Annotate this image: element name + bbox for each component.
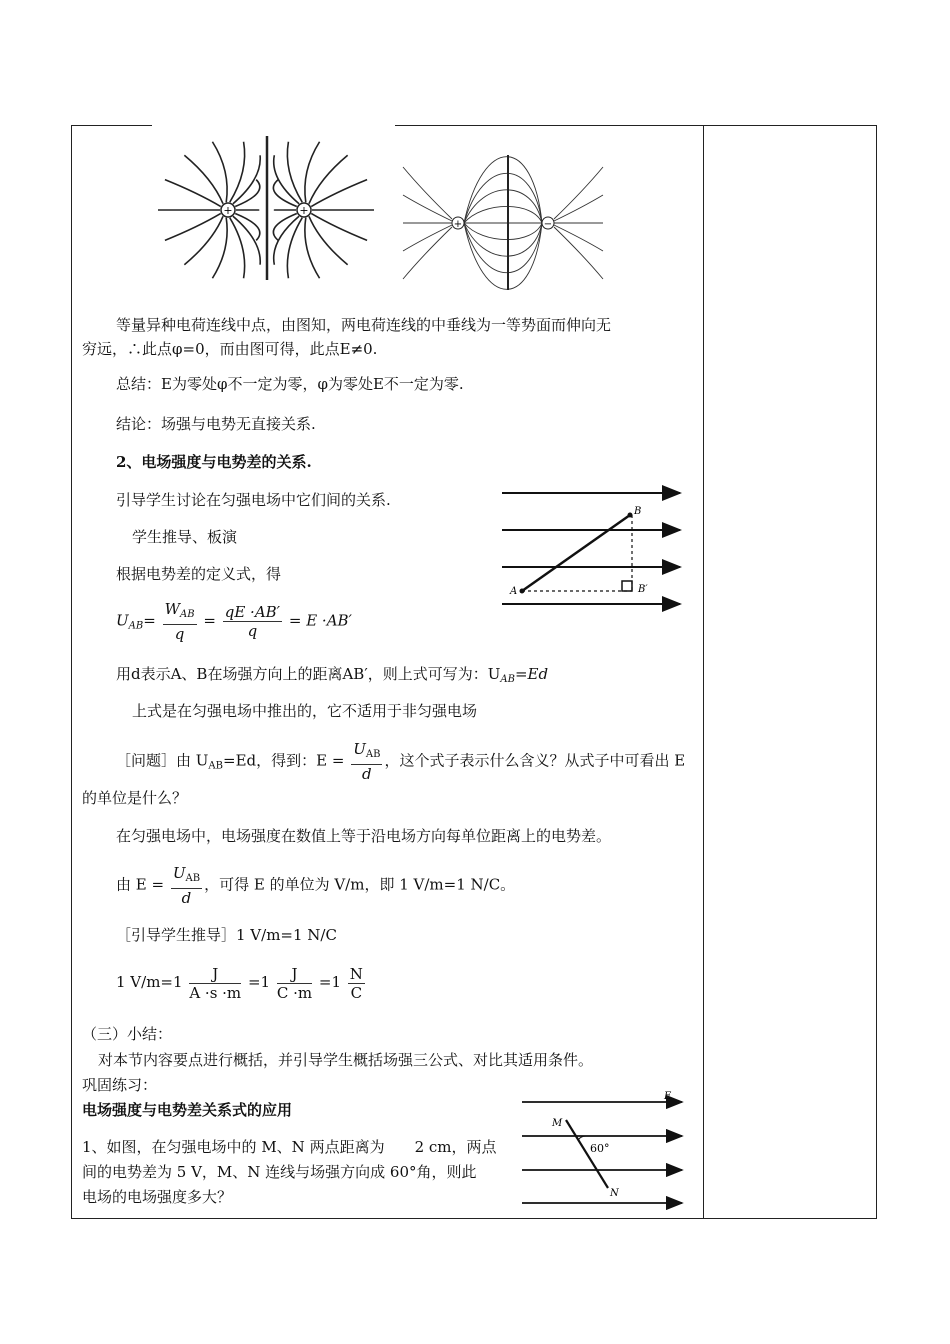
charge-label: + bbox=[453, 219, 463, 230]
point-label: B′ bbox=[638, 584, 648, 595]
paragraph: 根据电势差的定义式，得 bbox=[116, 565, 282, 583]
summary-text: 对本节内容要点进行概括，并引导学生概括场强三公式、对比其适用条件。 bbox=[98, 1051, 594, 1069]
paragraph: 穷远，∴此点φ=0，而由图可得，此点E≠0. bbox=[82, 340, 378, 358]
question-paragraph: ［问题］由 $U_{AB}=Ed$，得到：E = $\frac{U_{AB}}{d}$ ，这个式子表示什么含义？从式子中可看出 E bbox=[116, 740, 686, 783]
opposite-charges-field-diagram bbox=[398, 155, 608, 290]
paragraph: 总结：E为零处φ不一定为零，φ为零处E不一定为零. bbox=[116, 375, 464, 393]
paragraph: 上式是在匀强电场中推出的，它不适用于非匀强电场 bbox=[132, 702, 478, 720]
paragraph: 学生推导、板演 bbox=[132, 528, 238, 546]
charge-label: − bbox=[543, 219, 553, 230]
angle-label: 60° bbox=[590, 1142, 610, 1155]
table-column-divider bbox=[703, 125, 704, 1219]
question-text: 电场的电场强度多大？ bbox=[82, 1188, 233, 1206]
formula-uab-derivation: $U_{AB}=$ $\frac{W_{AB}}{q}$ = $\frac{qE \cdot AB'}{q}$ = E ·AB′ bbox=[116, 600, 352, 643]
question-text: 间的电势差为 5 V，M、N 连线与场强方向成 60°角，则此 bbox=[82, 1163, 477, 1181]
like-charges-field-diagram bbox=[152, 132, 382, 284]
paragraph: 用d表示A、B在场强方向上的距离AB′，则上式可写为：$U_{AB}=Ed$ bbox=[116, 665, 549, 685]
practice-heading: 电场强度与电势差关系式的应用 bbox=[82, 1101, 293, 1119]
paragraph: 结论：场强与电势无直接关系. bbox=[116, 415, 316, 433]
paragraph: 的单位是什么？ bbox=[82, 789, 188, 807]
point-label: B bbox=[634, 506, 642, 517]
paragraph: 引导学生讨论在匀强电场中它们间的关系. bbox=[116, 491, 391, 509]
point-label: N bbox=[610, 1188, 619, 1199]
summary-title: （三）小结： bbox=[82, 1025, 173, 1043]
uniform-field-ab-diagram bbox=[498, 478, 688, 618]
paragraph: ［引导学生推导］1 V/m=1 N/C bbox=[116, 926, 337, 944]
mn-field-diagram bbox=[518, 1090, 688, 1212]
charge-label: + bbox=[299, 204, 309, 217]
unit-derivation-formula: 1 V/m=1 $\frac{J}{A \cdot s \cdot m}$ =1 $\frac{J}{C \cdot m}$ =1 $\frac{N}{C}$ bbox=[116, 964, 363, 1002]
paragraph: 等量异种电荷连线中点，由图知，两电荷连线的中垂线为一等势面而伸向无 bbox=[116, 316, 612, 334]
point-label: A bbox=[510, 586, 518, 597]
practice-title: 巩固练习： bbox=[82, 1076, 158, 1094]
section-heading: 2、电场强度与电势差的关系. bbox=[116, 453, 312, 471]
paragraph: 由 E = $\frac{U_{AB}}{d}$ ，可得 E 的单位为 V/m，即 1 V/m=1 N/C。 bbox=[116, 864, 516, 907]
question-text: 1、如图，在匀强电场中的 M、N 两点距离为 2 cm，两点 bbox=[82, 1138, 497, 1156]
paragraph: 在匀强电场中，电场强度在数值上等于沿电场方向每单位距离上的电势差。 bbox=[116, 827, 612, 845]
point-label: M bbox=[552, 1118, 563, 1129]
charge-label: + bbox=[223, 204, 233, 217]
field-label: E bbox=[664, 1091, 672, 1102]
